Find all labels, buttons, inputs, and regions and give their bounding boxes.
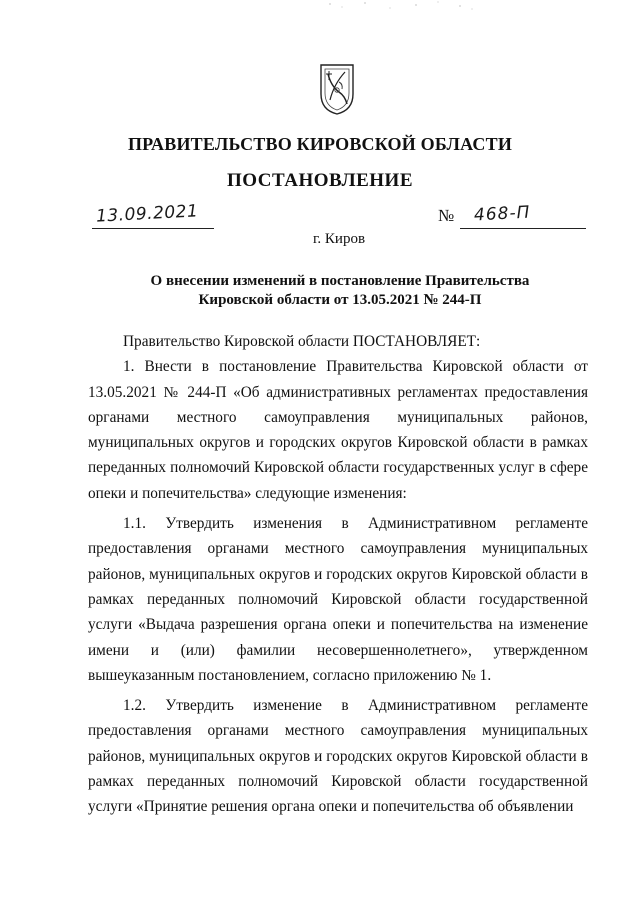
scan-noise (320, 0, 480, 12)
document-type-heading: ПОСТАНОВЛЕНИЕ (226, 170, 414, 191)
document-title (100, 272, 580, 310)
paragraph-1: 1. Внести в постановление Правительства Кировской области от 13.05.2021 № 244-П «Об административных регламентах предоставления органами местного самоуправления муниципальных районов, муниципальных округов и городских округов Кировской области в рамках переданных полномочий Кировской области государственных услуг в сфере опеки и попечительства» следующие изменения: (88, 358, 588, 502)
coat-of-arms-icon (317, 62, 357, 116)
handwritten-number: 468-П (473, 202, 531, 226)
city-label: г. Киров (312, 231, 366, 247)
organization-heading: ПРАВИТЕЛЬСТВО КИРОВСКОЙ ОБЛАСТИ (127, 134, 513, 154)
paragraph-preamble: Правительство Кировской области ПОСТАНОВЛЯЕТ: (123, 333, 481, 350)
number-label: № (438, 206, 455, 225)
paragraph-1-2: 1.2. Утвердить изменение в Административном регламенте предоставления органами местного самоуправления муниципальных районов, муниципальных округов и городских округов Кировской области в рамках переданных полномочий Кировской области государственной услуги «Принятие решения органа опеки и попечительства об объявлении (88, 697, 588, 816)
number-field (460, 202, 586, 229)
title-line-1: О внесении изменений в постановление Правительства (150, 273, 530, 289)
title-line-2: Кировской области от 13.05.2021 № 244-П (198, 292, 482, 308)
handwritten-date: 13.09.2021 (95, 201, 199, 227)
document-body (88, 329, 588, 820)
paragraph-1-1: 1.1. Утвердить изменения в Административном регламенте предоставления органами местного самоуправления муниципальных районов, муниципальных округов и городских округов Кировской области в рамках переданных полномочий Кировской области государственной услуги «Выдача разрешения органа опеки и попечительства на изменение имени и (или) фамилии несовершеннолетнего», утвержденном вышеуказанным постановлением, согласно приложению № 1. (88, 515, 588, 684)
date-field (92, 202, 214, 229)
